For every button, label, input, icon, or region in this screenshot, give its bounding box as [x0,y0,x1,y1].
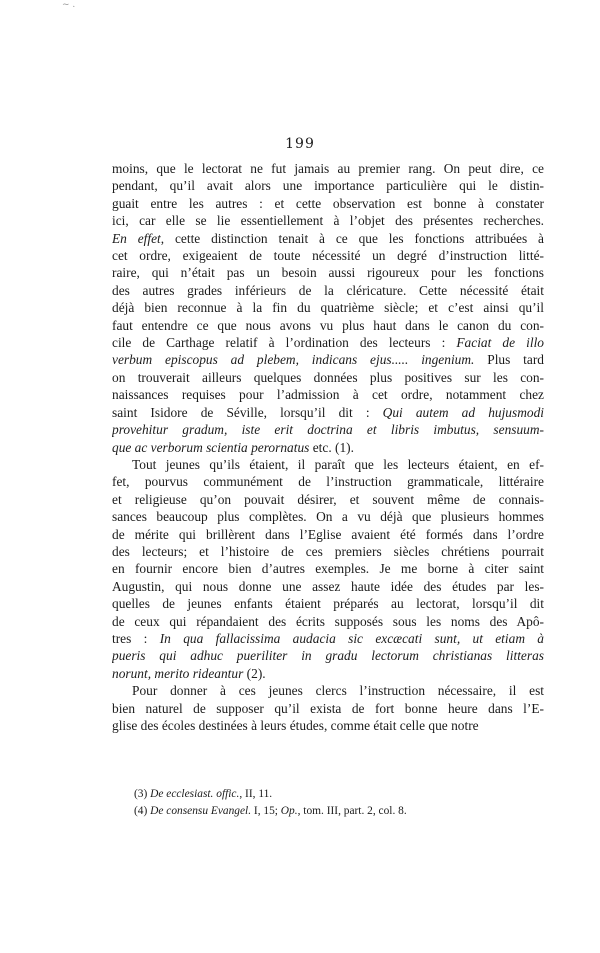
text-run: (4) [134,805,151,817]
text-line [112,543,544,560]
text-run: Tout jeunes qu’ils étaient, il paraît que les lecteurs étaient, en ef- [132,456,544,472]
text-run: etc. (1). [309,439,354,455]
text-line [112,264,544,281]
text-line [112,404,544,421]
text-line [112,160,544,177]
text-line [112,647,544,664]
footnote [134,786,534,803]
text-run: de ceux qui répandaient des écrits supposés sous les noms des Apô- [112,613,544,629]
italic-text: En effet [112,230,161,246]
text-run: , cette distinction tenait à ce que les fonctions attribuées à [160,230,544,246]
text-run: saint Isidore de Séville, lorsqu’il dit : [112,404,383,420]
text-line [112,195,544,212]
text-line [112,177,544,194]
text-line [112,508,544,525]
text-line [112,560,544,577]
text-line [112,578,544,595]
italic-text: verbum episcopus ad plebem, indicans ejus..... ingenium. [112,352,475,368]
text-line [112,456,544,473]
text-run: Pour donner à ces jeunes clercs l’instruction nécessaire, il est [132,683,544,699]
page-number: 199 [285,136,315,152]
text-run: des lecteurs; et l’histoire de ces premiers siècles chrétiens pourrait [112,543,544,559]
paragraph [112,160,544,456]
text-line [112,212,544,229]
text-run: pendant, qu’il avait alors une importance particulière qui le distin- [112,178,544,194]
text-run: Plus tard [474,352,544,368]
text-run: quelles de jeunes enfants étaient préparés au lectorat, lorsqu’il dit [112,596,544,612]
text-line [112,473,544,490]
text-line [112,317,544,334]
text-line [112,386,544,403]
italic-text: Op. [280,805,298,817]
italic-text: De consensu Evangel. [150,805,252,817]
text-run: en fournir encore bien d’autres exemples. Je me borne à citer saint [112,561,544,577]
italic-text: Qui autem ad hujusmodi [382,404,544,420]
text-line [112,613,544,630]
text-run: faut entendre ce que nous avons vu plus haut dans le canon du con- [112,317,544,333]
text-run: , tom. III, part. 2, col. 8. [297,805,407,817]
text-run: bien naturel de supposer qu’il exista de fort bonne heure dans l’E- [112,700,544,716]
text-run: on trouverait ailleurs quelques données plus positives sur les con- [112,369,544,385]
text-line [112,421,544,438]
text-line [112,682,544,699]
italic-text: pueris qui adhuc pueriliter in gradu lectorum christianas litteras [112,648,544,664]
text-line [112,665,544,682]
text-run: raire, qui n’était pas un besoin aussi rigoureux pour les fonctions [112,265,544,281]
italic-text: In qua fallacissima audacia sic excæcati sunt, ut etiam à [159,630,544,646]
text-line [112,230,544,247]
text-run: fet, pourvus communément de l’instruction grammaticale, littéraire [112,474,544,490]
text-run: Augustin, qui nous donne une assez haute idée des études par les- [112,578,544,594]
text-run: de mérite qui brillèrent dans l’Eglise avaient été formés dans l’ordre [112,526,544,542]
footnotes [134,786,534,820]
text-line [112,351,544,368]
text-run: I, 15; [251,805,281,817]
text-run: moins, que le lectorat ne fut jamais au premier rang. On peut dire, ce [112,161,544,176]
text-line [112,299,544,316]
text-line [112,700,544,717]
text-run: glise des écoles destinées à leurs études, comme était celle que notre [112,718,479,733]
text-line [112,439,544,456]
italic-text: De ecclesiast. offic. [150,788,240,800]
text-run: (2). [243,665,266,681]
text-line [112,595,544,612]
text-run: naissances requises pour l’admission à cet ordre, notamment chez [112,387,544,403]
italic-text: provehitur gradum, iste erit doctrina et libris imbutus, sensuum- [112,422,544,438]
italic-text: norunt, merito rideantur [112,665,244,681]
italic-text: que ac verborum scientia perornatus [112,439,310,455]
text-line [112,369,544,386]
text-run: ici, car elle se lie essentiellement à l’objet des présentes recherches. [112,213,544,229]
text-run: et religieuse qu’on pouvait désirer, et souvent même de connais- [112,491,544,507]
footnote [134,803,534,820]
text-line [112,282,544,299]
text-run: tres : [112,630,160,646]
paragraph [112,456,544,682]
text-line [112,717,544,734]
text-line [112,526,544,543]
text-line [112,630,544,647]
text-line [112,334,544,351]
text-line [112,247,544,264]
text-run: déjà bien reconnue à la fin du quatrième siècle; et c’est ainsi qu’il [112,300,544,316]
text-run: cile de Carthage relatif à l’ordination des lecteurs : [112,335,457,351]
text-run: des autres grades inférieurs de la cléricature. Cette nécessité était [112,282,544,298]
body-text [112,160,544,734]
text-run: (3) [134,788,151,800]
text-line [112,491,544,508]
text-run: cet ordre, exigeaient de toute nécessité un degré d’instruction litté- [112,248,544,264]
text-run: sances beaucoup plus complètes. On a vu déjà que plusieurs hommes [112,509,544,525]
corner-mark: ~ . [62,0,76,10]
paragraph [112,682,544,734]
italic-text: Faciat de illo [456,335,544,351]
text-run: guait entre les autres : et cette observation est bonne à constater [112,195,544,211]
text-run: , II, 11. [239,788,273,800]
